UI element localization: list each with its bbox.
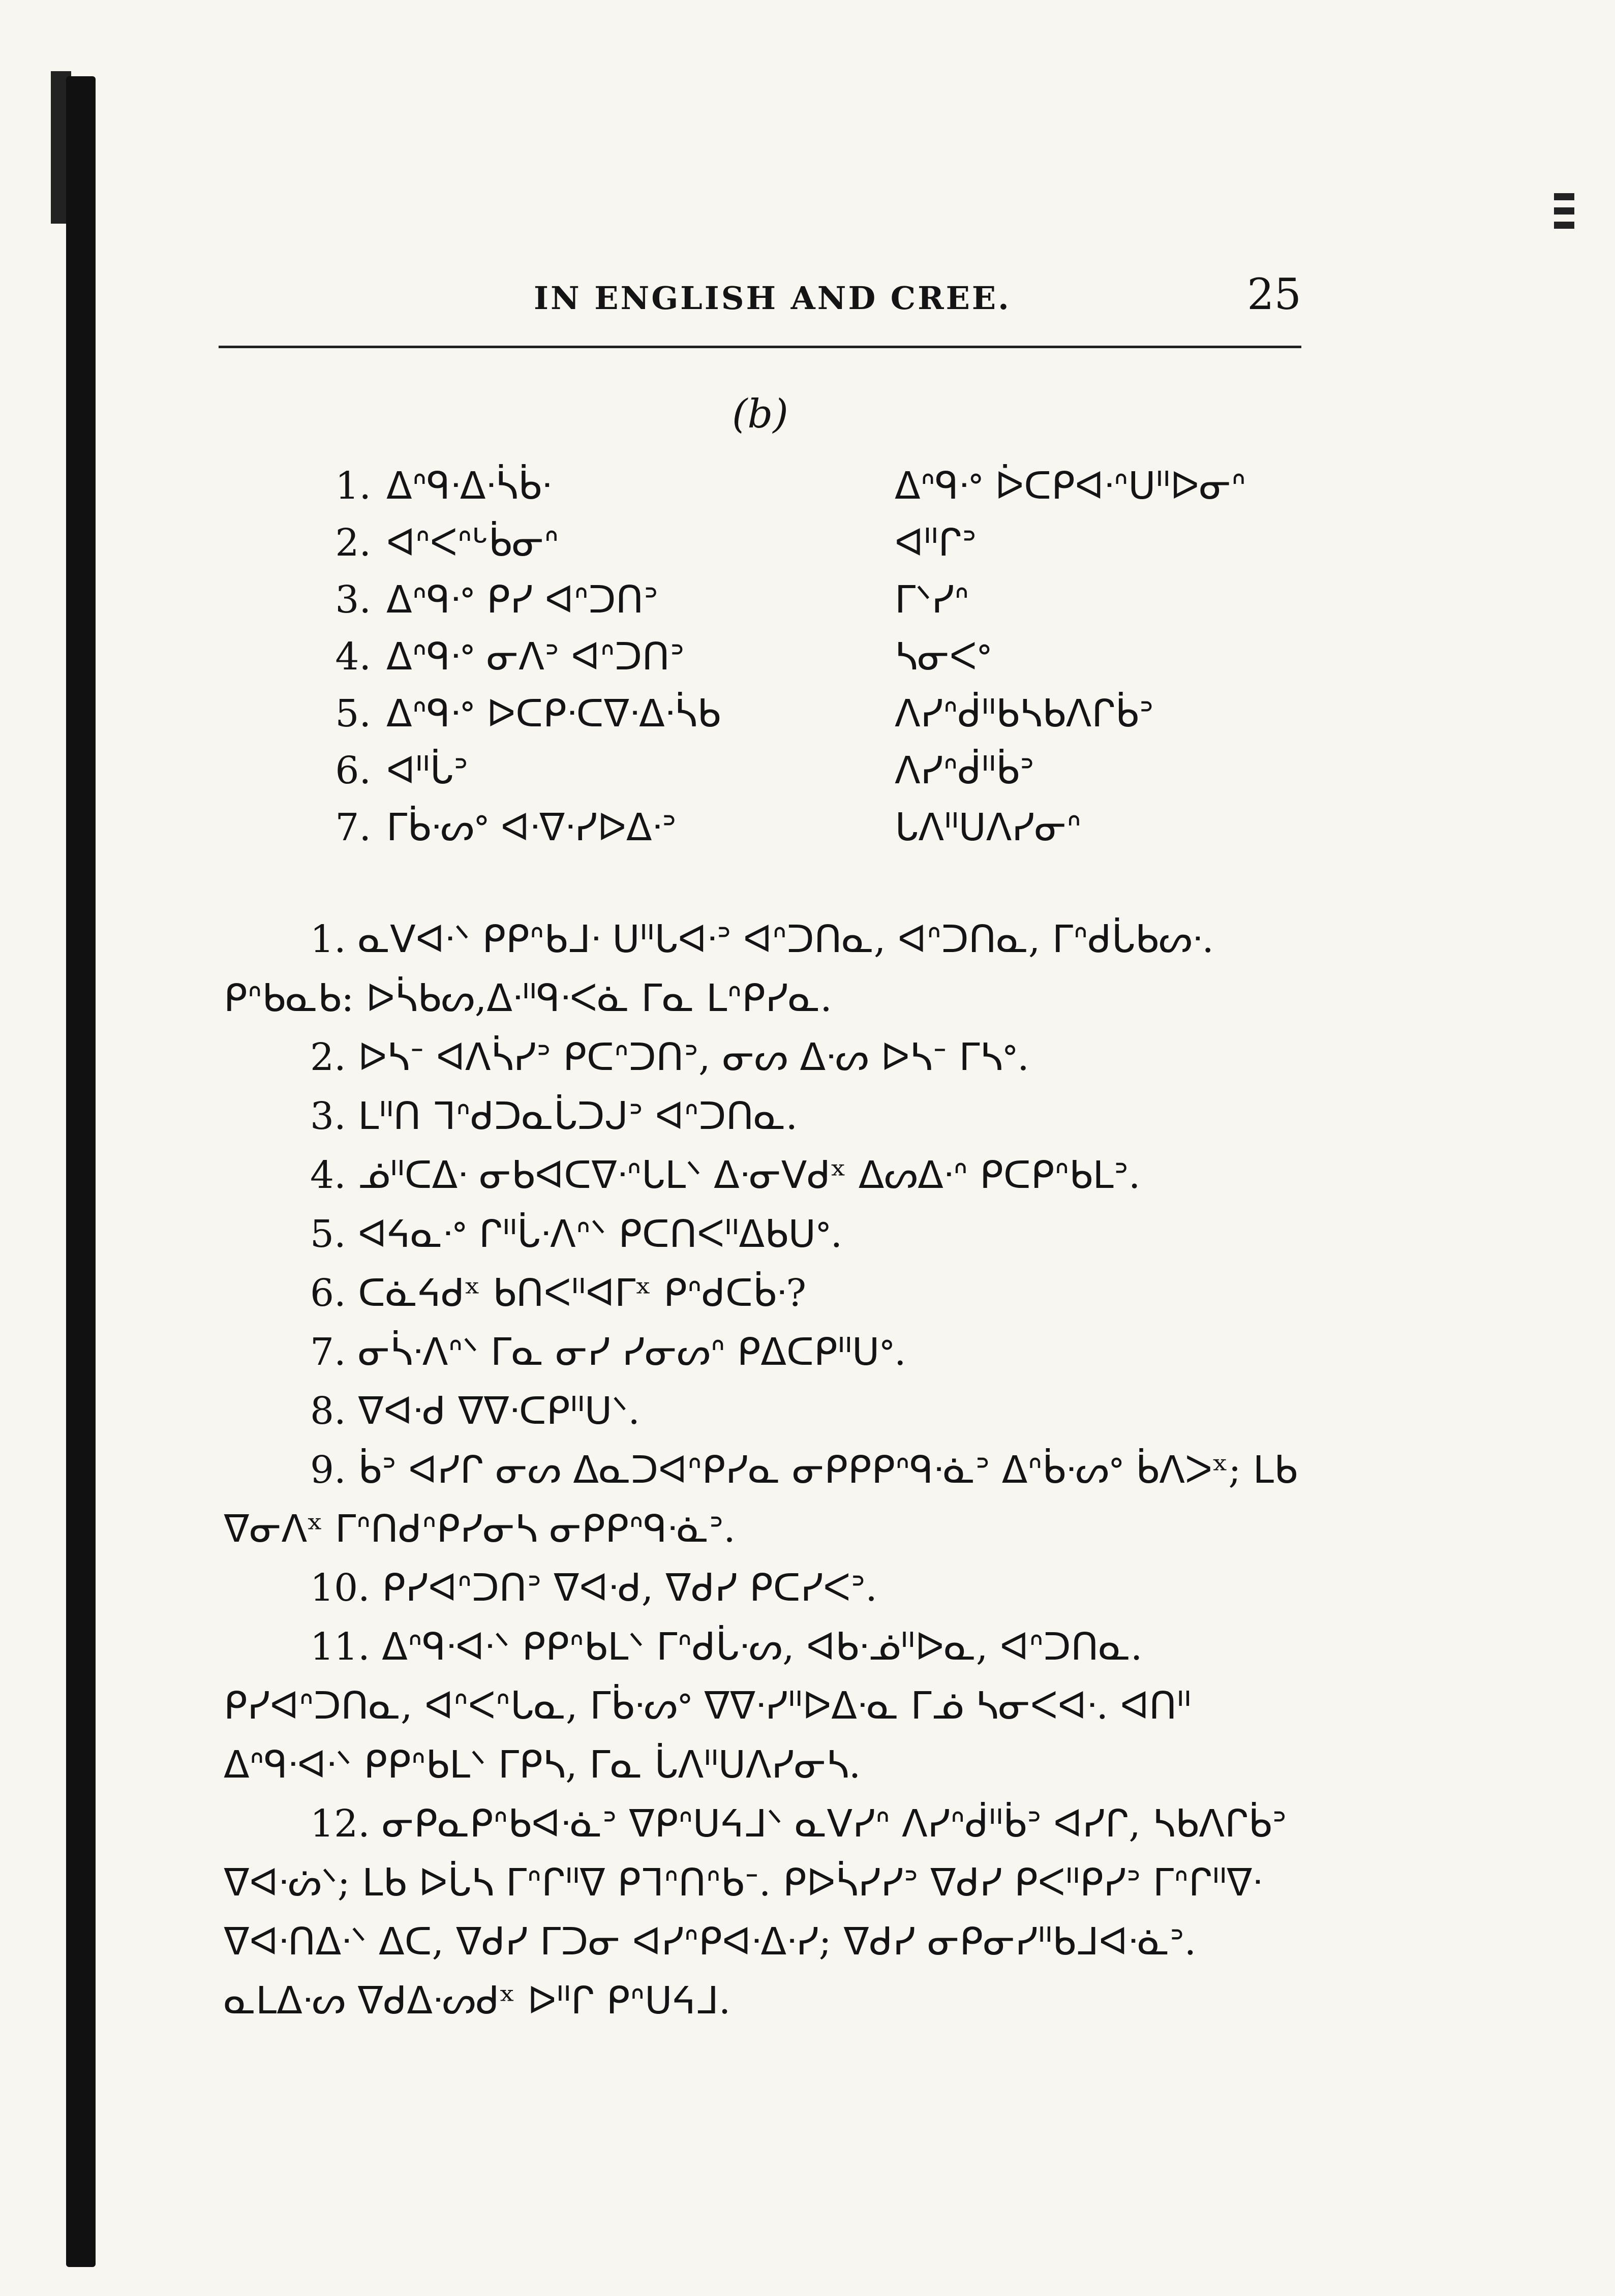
sentence-list xyxy=(224,910,1312,2030)
row-number: 1. xyxy=(335,464,371,508)
word-row xyxy=(315,628,1306,685)
sentence-paragraph: 9. ᑳᐣ ᐊᓯᒋ ᓂᔕ ᐃᓇᑐᐊᐢᑭᓯᓇ ᓂᑭᑭᑭᐢᑫᐧᓈᐣ ᐃᐢᑳᐧᔕᐤ ᑳᐱᐳˣ; ᒪᑲ ᐁᓂᐱˣ ᒥᐢᑎᑯᐢᑭᓯᓂᓴ ᓂᑭᑭᐢᑫᐧᓈᐣ. xyxy=(224,1448,1298,1551)
cree-term: ᐃᐢᑫᐧᐤ ᐆᑕᑭᐊᐧᐢᑌᐦᐅᓂᐢ xyxy=(895,464,1246,508)
binding-edge xyxy=(66,76,96,2267)
sentence-paragraph: 12. ᓂᑭᓇᑭᐢᑲᐊᐧᓈᐣ ᐁᑭᐢᑌᔦᒧᐠ ᓇᐯᓯᐢ ᐱᓯᐢᑰᐦᑳᐣ ᐊᓯᒋ, ᓴᑲᐱᒋᑳᐣ ᐁᐊᐧᔖᐠ; ᒪᑲ ᐅᒑᓴ ᒥᐢᒋᐦᐁ ᑭᒣᐢᑎᐢᑲᐨ. ᑭᐅᓵᓯᓯᐣ ᐁᑯᓯ ᑭᐸᐦᑭᓯᐣ ᒥᐢᒋᐦᐁᐧ ᐁᐊᐧᑎᐃᐧᐠ ᐃᑕ, ᐁᑯᓯ ᒥᑐᓂ ᐊᓯᐢᑭᐊᐧᐃᐧᓯ; ᐁᑯᓯ ᓂᑭᓂᓯᐦᑲᒧᐊᐧᓈᐣ. ᓇᒪᐃᐧᔕ ᐁᑯᐃᐧᔕᑯˣ ᐅᐦᒋ ᑭᐢᑌᔦᒧ. xyxy=(224,1802,1287,2023)
word-row xyxy=(315,514,1306,571)
cree-term: ᐱᓯᐢᑰᐦᑲᓴᑲᐱᒋᑳᐣ xyxy=(895,692,1154,736)
cree-term: ᐃᐢᑫᐧᐤ ᑭᓯ ᐊᐢᑐᑎᐣ xyxy=(386,578,658,622)
margin-mark xyxy=(1554,193,1574,200)
page-number: 25 xyxy=(1247,269,1301,319)
sentence-paragraph: 3. ᒪᐦᑎ ᒣᐢᑯᑐᓇᒑᑐᒍᐣ ᐊᐢᑐᑎᓇ. xyxy=(310,1094,798,1138)
section-label: (b) xyxy=(732,391,788,437)
sentence-paragraph: 1. ᓇᐯᐊᐧᐠ ᑭᑭᐢᑲᒧᐧ ᑌᐦᒐᐊᐧᐣ ᐊᐢᑐᑎᓇ, ᐊᐢᑐᑎᓇ, ᒥᐢᑯᒑᑲᔕᐧ. ᑭᐢᑲᓇᑲ: ᐅᓵᑲᔕ,ᐃᐧᐦᑫᐧᐸᓈ ᒥᓇ ᒪᐢᑭᓯᓇ. xyxy=(224,917,1214,1020)
word-row xyxy=(315,799,1306,856)
sentence-paragraph: 11. ᐃᐢᑫᐧᐊᐧᐠ ᑭᑭᐢᑲᒪᐠ ᒥᐢᑯᒑᐧᔕ, ᐊᑲᐧᓅᐦᐅᓇ, ᐊᐢᑐᑎᓇ. ᑭᓯᐊᐢᑐᑎᓇ, ᐊᐢᐸᐢᒐᓇ, ᒥᑳᐧᔕᐤ ᐁᐁᐧᓯᐦᐅᐃᐧᓇ ᒥᓅ ᓴᓂᐸᐊᐧ. ᐊᑎᐦ ᐃᐢᑫᐧᐊᐧᐠ ᑭᑭᐢᑲᒪᐠ ᒥᑭᓴ, ᒥᓇ ᒑᐱᐦᑌᐱᓯᓂᓴ. xyxy=(224,1625,1192,1787)
cree-term: ᐃᐢᑫᐧᐤ ᓂᐱᐣ ᐊᐢᑐᑎᐣ xyxy=(386,635,685,679)
sentence-paragraph: 4. ᓅᐦᑕᐃᐧ ᓂᑲᐊᑕᐁᐧᐢᒐᒪᐠ ᐃᐧᓂᐯᑯˣ ᐃᔕᐃᐧᐢ ᑭᑕᑭᐢᑲᒪᐣ. xyxy=(310,1153,1141,1197)
word-row xyxy=(315,457,1306,514)
sentence-paragraph: 5. ᐊᔦᓇᐧᐤ ᒋᐦᒑᐧᐱᐢᐠ ᑭᑕᑎᐸᐦᐃᑲᑌᐤ. xyxy=(310,1212,843,1256)
row-number: 5. xyxy=(335,692,371,736)
word-list xyxy=(315,457,1306,856)
sentence-paragraph: 6. ᑕᓈᔦᑯˣ ᑲᑎᐸᐦᐊᒥˣ ᑭᐢᑯᑕᑳᐧ? xyxy=(310,1271,807,1315)
row-number: 4. xyxy=(335,635,371,679)
word-row xyxy=(315,571,1306,628)
cree-term: ᐱᓯᐢᑰᐦᑳᐣ xyxy=(895,749,1034,792)
margin-marks xyxy=(1554,193,1574,236)
row-number: 7. xyxy=(335,806,371,849)
margin-mark xyxy=(1554,207,1574,215)
sentence-paragraph: 8. ᐁᐊᐧᑯ ᐁᐁᐧᑕᑭᐦᑌᐠ. xyxy=(310,1389,640,1433)
cree-term: ᐊᐦᒑᐣ xyxy=(386,749,469,792)
row-number: 6. xyxy=(335,749,371,792)
cree-term: ᐃᐢᑫᐧᐃᐧᓵᑳᐧ xyxy=(386,464,552,508)
cree-term: ᐊᐢᐸᐢᒡᑳᓂᐢ xyxy=(386,521,559,565)
sentence-paragraph: 10. ᑭᓯᐊᐢᑐᑎᐣ ᐁᐊᐧᑯ, ᐁᑯᓯ ᑭᑕᓯᐸᐣ. xyxy=(310,1566,877,1610)
word-row xyxy=(315,685,1306,742)
row-number: 3. xyxy=(335,578,371,622)
cree-term: ᐃᐢᑫᐧᐤ ᐅᑕᑭᐧᑕᐁᐧᐃᐧᓵᑲ xyxy=(386,692,721,736)
sentence-paragraph: 2. ᐅᓴᐨ ᐊᐱᓵᓯᐣ ᑭᑕᐢᑐᑎᐣ, ᓂᔕ ᐃᐧᔕ ᐅᓴᐨ ᒥᓴᐤ. xyxy=(310,1035,1029,1079)
sentence-paragraph: 7. ᓂᓵᐧᐱᐢᐠ ᒥᓇ ᓂᓯ ᓯᓂᔕᐢ ᑭᐃᑕᑭᐦᑌᐤ. xyxy=(310,1330,906,1374)
cree-term: ᐊᐦᒋᐣ xyxy=(895,521,977,565)
cree-term: ᒥᐠᓯᐢ xyxy=(895,578,969,622)
running-title: IN ENGLISH AND CREE. xyxy=(534,280,1011,317)
cree-term: ᒥᑳᐧᔕᐤ ᐊᐧᐁᐧᓯᐅᐃᐧᐣ xyxy=(386,806,677,849)
page-header xyxy=(219,264,1301,348)
word-row xyxy=(315,742,1306,799)
cree-term: ᓴᓂᐸᐤ xyxy=(895,635,992,679)
cree-term: ᒐᐱᐦᑌᐱᓯᓂᐢ xyxy=(895,806,1081,849)
margin-mark xyxy=(1554,222,1574,229)
row-number: 2. xyxy=(335,521,371,565)
